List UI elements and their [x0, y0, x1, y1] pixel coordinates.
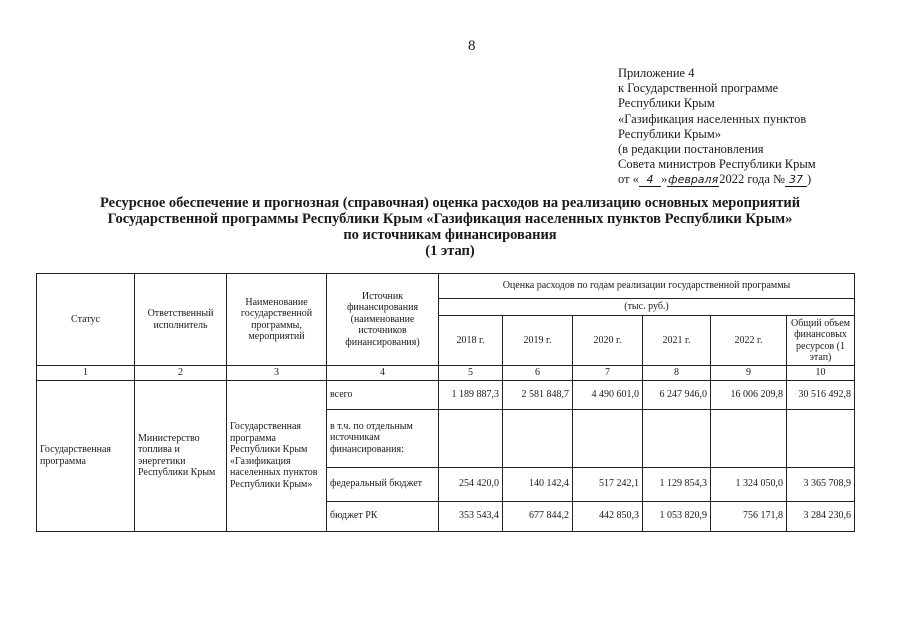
column-number: 1: [37, 366, 135, 381]
header-year: 2021 г.: [643, 316, 711, 366]
header-year: 2020 г.: [573, 316, 643, 366]
program-cell: Государственная программа Республики Крым «Газификация населенных пунктов Республики Крым»: [227, 380, 327, 531]
value-cell: [503, 409, 573, 467]
value-cell: 442 850,3: [573, 501, 643, 531]
header-unit: (тыс. руб.): [439, 299, 855, 316]
value-cell: [439, 409, 503, 467]
appendix-line: к Государственной программе: [618, 81, 779, 96]
value-cell: 3 284 230,6: [787, 501, 855, 531]
title-line: (1 этап): [425, 243, 475, 259]
expenditure-table: [36, 273, 855, 532]
document-title: [60, 195, 840, 259]
value-cell: 677 844,2: [503, 501, 573, 531]
value-cell: [787, 409, 855, 467]
value-cell: [573, 409, 643, 467]
resolution-number: 37: [785, 174, 807, 187]
header-program-name: Наименование государственной программы, мероприятий: [227, 274, 327, 366]
header-total: Общий объем финансовых ресурсов (1 этап): [787, 316, 855, 366]
date-month: февраля: [668, 173, 719, 187]
source-cell: федеральный бюджет: [327, 467, 439, 501]
title-line: по источникам финансирования: [343, 227, 557, 243]
column-number: 2: [135, 366, 227, 381]
column-number: 9: [711, 366, 787, 381]
column-number: 4: [327, 366, 439, 381]
executor-cell: Министерство топлива и энергетики Республики Крым: [135, 380, 227, 531]
value-cell: 254 420,0: [439, 467, 503, 501]
title-line: Ресурсное обеспечение и прогнозная (справочная) оценка расходов на реализацию основных мероприятий: [99, 195, 801, 211]
appendix-line: Совета министров Республики Крым: [618, 157, 816, 172]
value-cell: 517 242,1: [573, 467, 643, 501]
value-cell: 4 490 601,0: [573, 380, 643, 409]
value-cell: 140 142,4: [503, 467, 573, 501]
header-funding-source: Источник финансирования (наименование источников финансирования): [327, 274, 439, 366]
value-cell: 3 365 708,9: [787, 467, 855, 501]
source-cell: бюджет РК: [327, 501, 439, 531]
header-status: Статус: [37, 274, 135, 366]
value-cell: 353 543,4: [439, 501, 503, 531]
value-cell: [711, 409, 787, 467]
column-number: 8: [643, 366, 711, 381]
column-number: 7: [573, 366, 643, 381]
date-suffix: ): [806, 172, 812, 187]
value-cell: 1 129 854,3: [643, 467, 711, 501]
column-number: 5: [439, 366, 503, 381]
date-prefix: от «: [618, 172, 639, 187]
date-year: 2022 года №: [719, 172, 785, 187]
header-year: 2022 г.: [711, 316, 787, 366]
value-cell: 756 171,8: [711, 501, 787, 531]
source-cell: в т.ч. по отдельным источникам финансирования:: [327, 409, 439, 467]
date-mid: »: [660, 172, 668, 187]
header-executor: Ответственный исполнитель: [135, 274, 227, 366]
source-cell: всего: [327, 380, 439, 409]
table-row: [37, 380, 855, 409]
header-year: 2018 г.: [439, 316, 503, 366]
resolution-date-line: [618, 172, 816, 187]
value-cell: 30 516 492,8: [787, 380, 855, 409]
header-estimate: Оценка расходов по годам реализации государственной программы: [439, 274, 855, 299]
column-number: 10: [787, 366, 855, 381]
value-cell: 1 053 820,9: [643, 501, 711, 531]
column-number: 3: [227, 366, 327, 381]
header-year: 2019 г.: [503, 316, 573, 366]
value-cell: 1 189 887,3: [439, 380, 503, 409]
page-number: 8: [468, 38, 476, 54]
appendix-block: [618, 66, 816, 188]
status-cell: Государственная программа: [37, 380, 135, 531]
value-cell: [643, 409, 711, 467]
value-cell: 1 324 050,0: [711, 467, 787, 501]
column-number: 6: [503, 366, 573, 381]
appendix-line: Республики Крым: [618, 96, 715, 111]
title-line: Государственной программы Республики Крым «Газификация населенных пунктов Республики Крым»: [107, 211, 793, 227]
appendix-line: (в редакции постановления: [618, 142, 764, 157]
appendix-line: Республики Крым»: [618, 126, 721, 141]
value-cell: 2 581 848,7: [503, 380, 573, 409]
date-day: 4: [639, 174, 661, 187]
value-cell: 16 006 209,8: [711, 380, 787, 409]
value-cell: 6 247 946,0: [643, 380, 711, 409]
appendix-line: Приложение 4: [618, 66, 695, 80]
appendix-line: «Газификация населенных пунктов: [618, 111, 807, 126]
